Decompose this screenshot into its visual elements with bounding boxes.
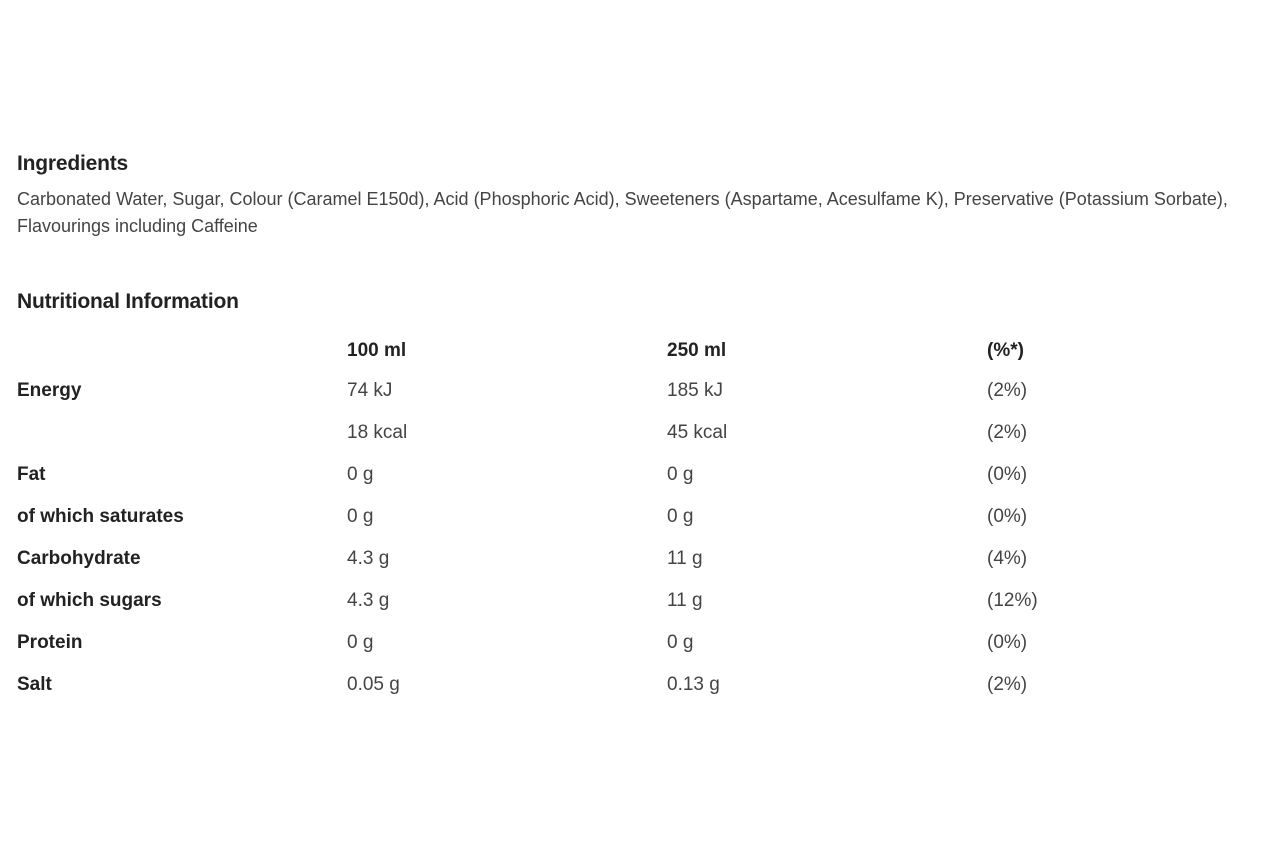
value-per-100ml: 0.05 g: [347, 674, 400, 695]
nutrient-label: Protein: [17, 632, 83, 653]
value-per-250ml: 0 g: [667, 464, 694, 485]
value-per-250ml: 11 g: [667, 590, 703, 611]
value-per-100ml: 74 kJ: [347, 380, 393, 401]
nutrition-header-row: [17, 332, 1137, 370]
table-row: [17, 580, 1137, 622]
header-per-100ml: 100 ml: [347, 340, 407, 361]
nutrition-heading: Nutritional Information: [17, 290, 239, 313]
nutrient-label: Energy: [17, 380, 82, 401]
value-per-100ml: 0 g: [347, 506, 374, 527]
ingredients-text: Carbonated Water, Sugar, Colour (Caramel E150d), Acid (Phosphoric Acid), Sweeteners (Aspartame, Acesulfame K), Preservative (Potassium Sorbate), Flavourings including Caffeine: [17, 189, 1228, 236]
value-per-100ml: 4.3 g: [347, 590, 390, 611]
nutrient-label: Carbohydrate: [17, 548, 141, 569]
ingredients-heading: Ingredients: [17, 152, 128, 175]
header-label: [17, 332, 347, 370]
nutrient-label: [17, 412, 347, 454]
value-percent: (0%): [987, 464, 1028, 485]
table-row: [17, 370, 1137, 412]
nutrition-table: [17, 332, 1137, 706]
value-per-100ml: 4.3 g: [347, 548, 390, 569]
header-reference-intake: (%*): [987, 340, 1024, 361]
table-row: [17, 664, 1137, 706]
nutrient-label: of which saturates: [17, 506, 184, 527]
value-per-250ml: 0 g: [667, 506, 694, 527]
value-per-250ml: 0 g: [667, 632, 694, 653]
header-per-250ml: 250 ml: [667, 340, 727, 361]
value-per-100ml: 18 kcal: [347, 422, 408, 443]
value-per-100ml: 0 g: [347, 632, 374, 653]
product-info: [17, 152, 1280, 706]
value-percent: (0%): [987, 506, 1028, 527]
value-percent: (2%): [987, 422, 1028, 443]
value-per-250ml: 45 kcal: [667, 422, 728, 443]
nutrient-label: of which sugars: [17, 590, 162, 611]
nutrient-label: Salt: [17, 674, 52, 695]
value-per-250ml: 0.13 g: [667, 674, 720, 695]
value-per-250ml: 11 g: [667, 548, 703, 569]
value-percent: (2%): [987, 674, 1028, 695]
table-row: [17, 454, 1137, 496]
table-row: [17, 496, 1137, 538]
nutrient-label: Fat: [17, 464, 46, 485]
value-percent: (0%): [987, 632, 1028, 653]
value-per-100ml: 0 g: [347, 464, 374, 485]
value-percent: (2%): [987, 380, 1028, 401]
table-row: [17, 622, 1137, 664]
value-per-250ml: 185 kJ: [667, 380, 723, 401]
value-percent: (4%): [987, 548, 1028, 569]
value-percent: (12%): [987, 590, 1038, 611]
table-row: [17, 538, 1137, 580]
table-row: [17, 412, 1137, 454]
